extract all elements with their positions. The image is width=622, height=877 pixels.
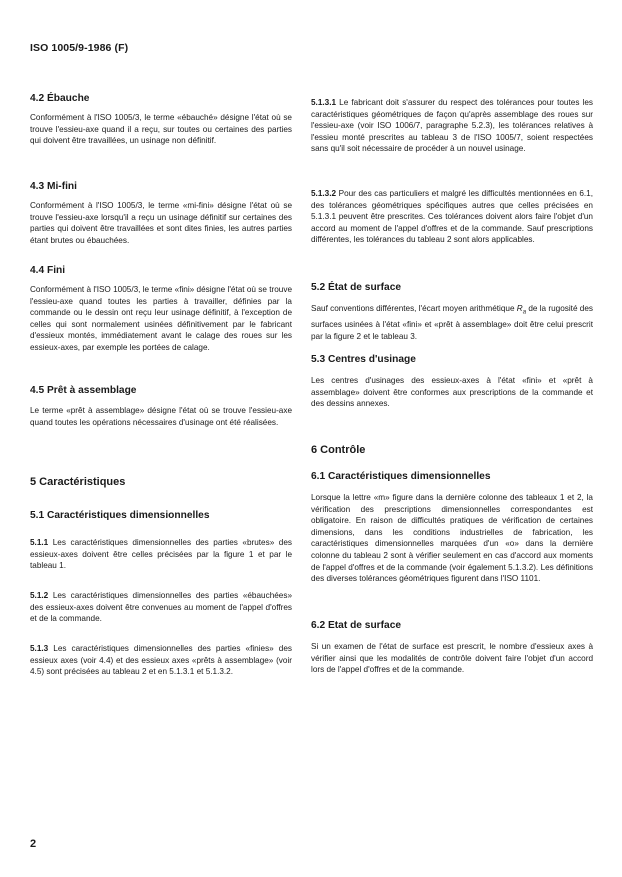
section-5-1-2 <box>30 590 292 625</box>
section-title: 4.2 Ébauche <box>30 93 90 104</box>
section-title: 5.1 Caractéristiques dimensionnelles <box>30 510 210 521</box>
section-title: 4.4 Fini <box>30 265 66 276</box>
clause-number: 5.1.3.1 <box>311 98 337 107</box>
document-header: ISO 1005/9-1986 (F) <box>30 42 129 54</box>
section-5-3 <box>311 354 593 410</box>
section-title: 5.2 État de surface <box>311 282 402 293</box>
section-text: Lorsque la lettre «m» figure dans la dernière colonne des tableaux 1 et 2, la vérification des prescriptions dimensionnelles correspondantes est obligatoire. En raison de difficultés pratiques de vérification de certaines dimensions, dans les conditions industrielles de fabrication, les caractéristiques dimensionnelles marquées d'un «o» dans la dernière colonne du tableau 2 sont à vérifier seulement en cas d'accord aux moments de l'appel d'offres et de la commande (voir également 5.1.3.2). Les définitions des diverses tolérances géométriques figurent dans l'ISO 1101. <box>311 493 593 584</box>
clause-number: 5.1.2 <box>30 591 49 600</box>
section-title: 6 Contrôle <box>311 444 366 456</box>
section-6 <box>311 444 593 456</box>
section-5-1-3-1 <box>311 97 593 155</box>
clause-text: Les caractéristiques dimensionnelles des parties «ébauchées» des essieux-axes doivent être convenues au moment de l'appel d'offres et de la commande. <box>30 591 292 624</box>
clause-text: Les caractéristiques dimensionnelles des parties «finies» des essieux axes (voir 4.4) et des essieux axes «prêts à assemblage» (voir 4.5) sont précisées au tableau 2 et en 5.1.3.1 et 5.1.3.2. <box>30 644 292 677</box>
section-text <box>30 537 292 572</box>
section-title: 5.3 Centres d'usinage <box>311 354 416 365</box>
section-title: 4.5 Prêt à assemblage <box>30 385 137 396</box>
section-text: Conformément à l'ISO 1005/3, le terme «mi-fini» désigne l'état où se trouve l'essieu-axe lorsqu'il a reçu un usinage définitif sur certaines des parties qui doivent être travaillées et sont dites finies, les autres parties étant brutes ou ébauchées. <box>30 201 292 245</box>
section-title: 4.3 Mi-fini <box>30 181 77 192</box>
section-6-1 <box>311 471 593 585</box>
clause-text: Les caractéristiques dimensionnelles des parties «brutes» des essieux-axes doivent être celles précisées par la figure 1 et par le tableau 1. <box>30 538 292 571</box>
section-5-1-3-2 <box>311 188 593 246</box>
section-4-4 <box>30 265 292 354</box>
section-6-2 <box>311 620 593 676</box>
section-5-1 <box>30 510 292 521</box>
section-text <box>30 590 292 625</box>
clause-text: Pour des cas particuliers et malgré les difficultés mentionnées en 6.1, des tolérances géométriques spécifiques autres que celles précisées en 5.1.3.1 peuvent être prescrites. Ces tolérances doivent alors faire l'objet d'un accord au moment de l'appel d'offres et de la commande. Sauf prescriptions différentes, les tolérances du tableau 2 sont alors applicables. <box>311 189 593 245</box>
section-text <box>30 643 292 678</box>
page-number: 2 <box>30 838 37 850</box>
section-text <box>311 97 593 155</box>
section-4-2 <box>30 93 292 147</box>
section-text: Conformément à l'ISO 1005/3, le terme «fini» désigne l'état où se trouve l'essieu-axe quand toutes les parties à travailler, définies par la commande ou le dessin ont reçu leur usinage définitif, à l'exception de celles qui sont normalement usinées définitivement par le fabricant d'essieux montés, immédiatement avant le calage des roues sur les essieux-axes, par exemple les portées de calage. <box>30 285 292 352</box>
section-text: Les centres d'usinages des essieux-axes à l'état «fini» et «prêt à assemblage» doivent être conformes aux prescriptions de la commande et des dessins annexes. <box>311 376 593 409</box>
section-5-1-1 <box>30 537 292 572</box>
section-4-5 <box>30 385 292 428</box>
section-text: Le terme «prêt à assemblage» désigne l'état où se trouve l'essieu-axe quand toutes les opérations nécessaires d'usinage ont été réalisées. <box>30 406 292 427</box>
section-text: Conformément à l'ISO 1005/3, le terme «ébauché» désigne l'état où se trouve l'essieu-axe quand il a reçu, sur toutes ou certaines des parties qui doivent être travaillées, un usinage non définitif. <box>30 113 292 146</box>
section-5-1-3 <box>30 643 292 678</box>
section-4-3 <box>30 181 292 246</box>
section-title: 5 Caractéristiques <box>30 476 126 488</box>
section-5-2 <box>311 282 593 342</box>
section-title: 6.1 Caractéristiques dimensionnelles <box>311 471 491 482</box>
section-title: 6.2 Etat de surface <box>311 620 402 631</box>
clause-number: 5.1.3.2 <box>311 189 337 198</box>
section-5 <box>30 476 292 488</box>
clause-number: 5.1.1 <box>30 538 49 547</box>
ra-symbol: $R_a$ <box>516 304 527 316</box>
section-text: Sauf conventions différentes, l'écart moyen arithmétique $R_a$ de la rugosité des surfaces usinées à l'état «fini» et «prêt à assemblage» doit être celui prescrit par la figure 2 et le tableau 3. <box>311 304 593 341</box>
clause-number: 5.1.3 <box>30 644 49 653</box>
section-text <box>311 188 593 246</box>
clause-text: Le fabricant doit s'assurer du respect des tolérances pour toutes les caractéristiques géométriques de façon qu'après assemblage des roues sur l'essieu-axe (voir ISO 1006/7, paragraphe 5.2.3), les tolérances relatives à l'essieu monté prescrites au tableau 3 de l'ISO 1005/7, soient respectées sans qu'il soit nécessaire de procéder à un nouvel usinage. <box>311 98 593 154</box>
section-text: Si un examen de l'état de surface est prescrit, le nombre d'essieux axes à vérifier ainsi que les modalités de contrôle doivent faire l'objet d'un accord lors de l'appel d'offres et de la commande. <box>311 642 593 675</box>
